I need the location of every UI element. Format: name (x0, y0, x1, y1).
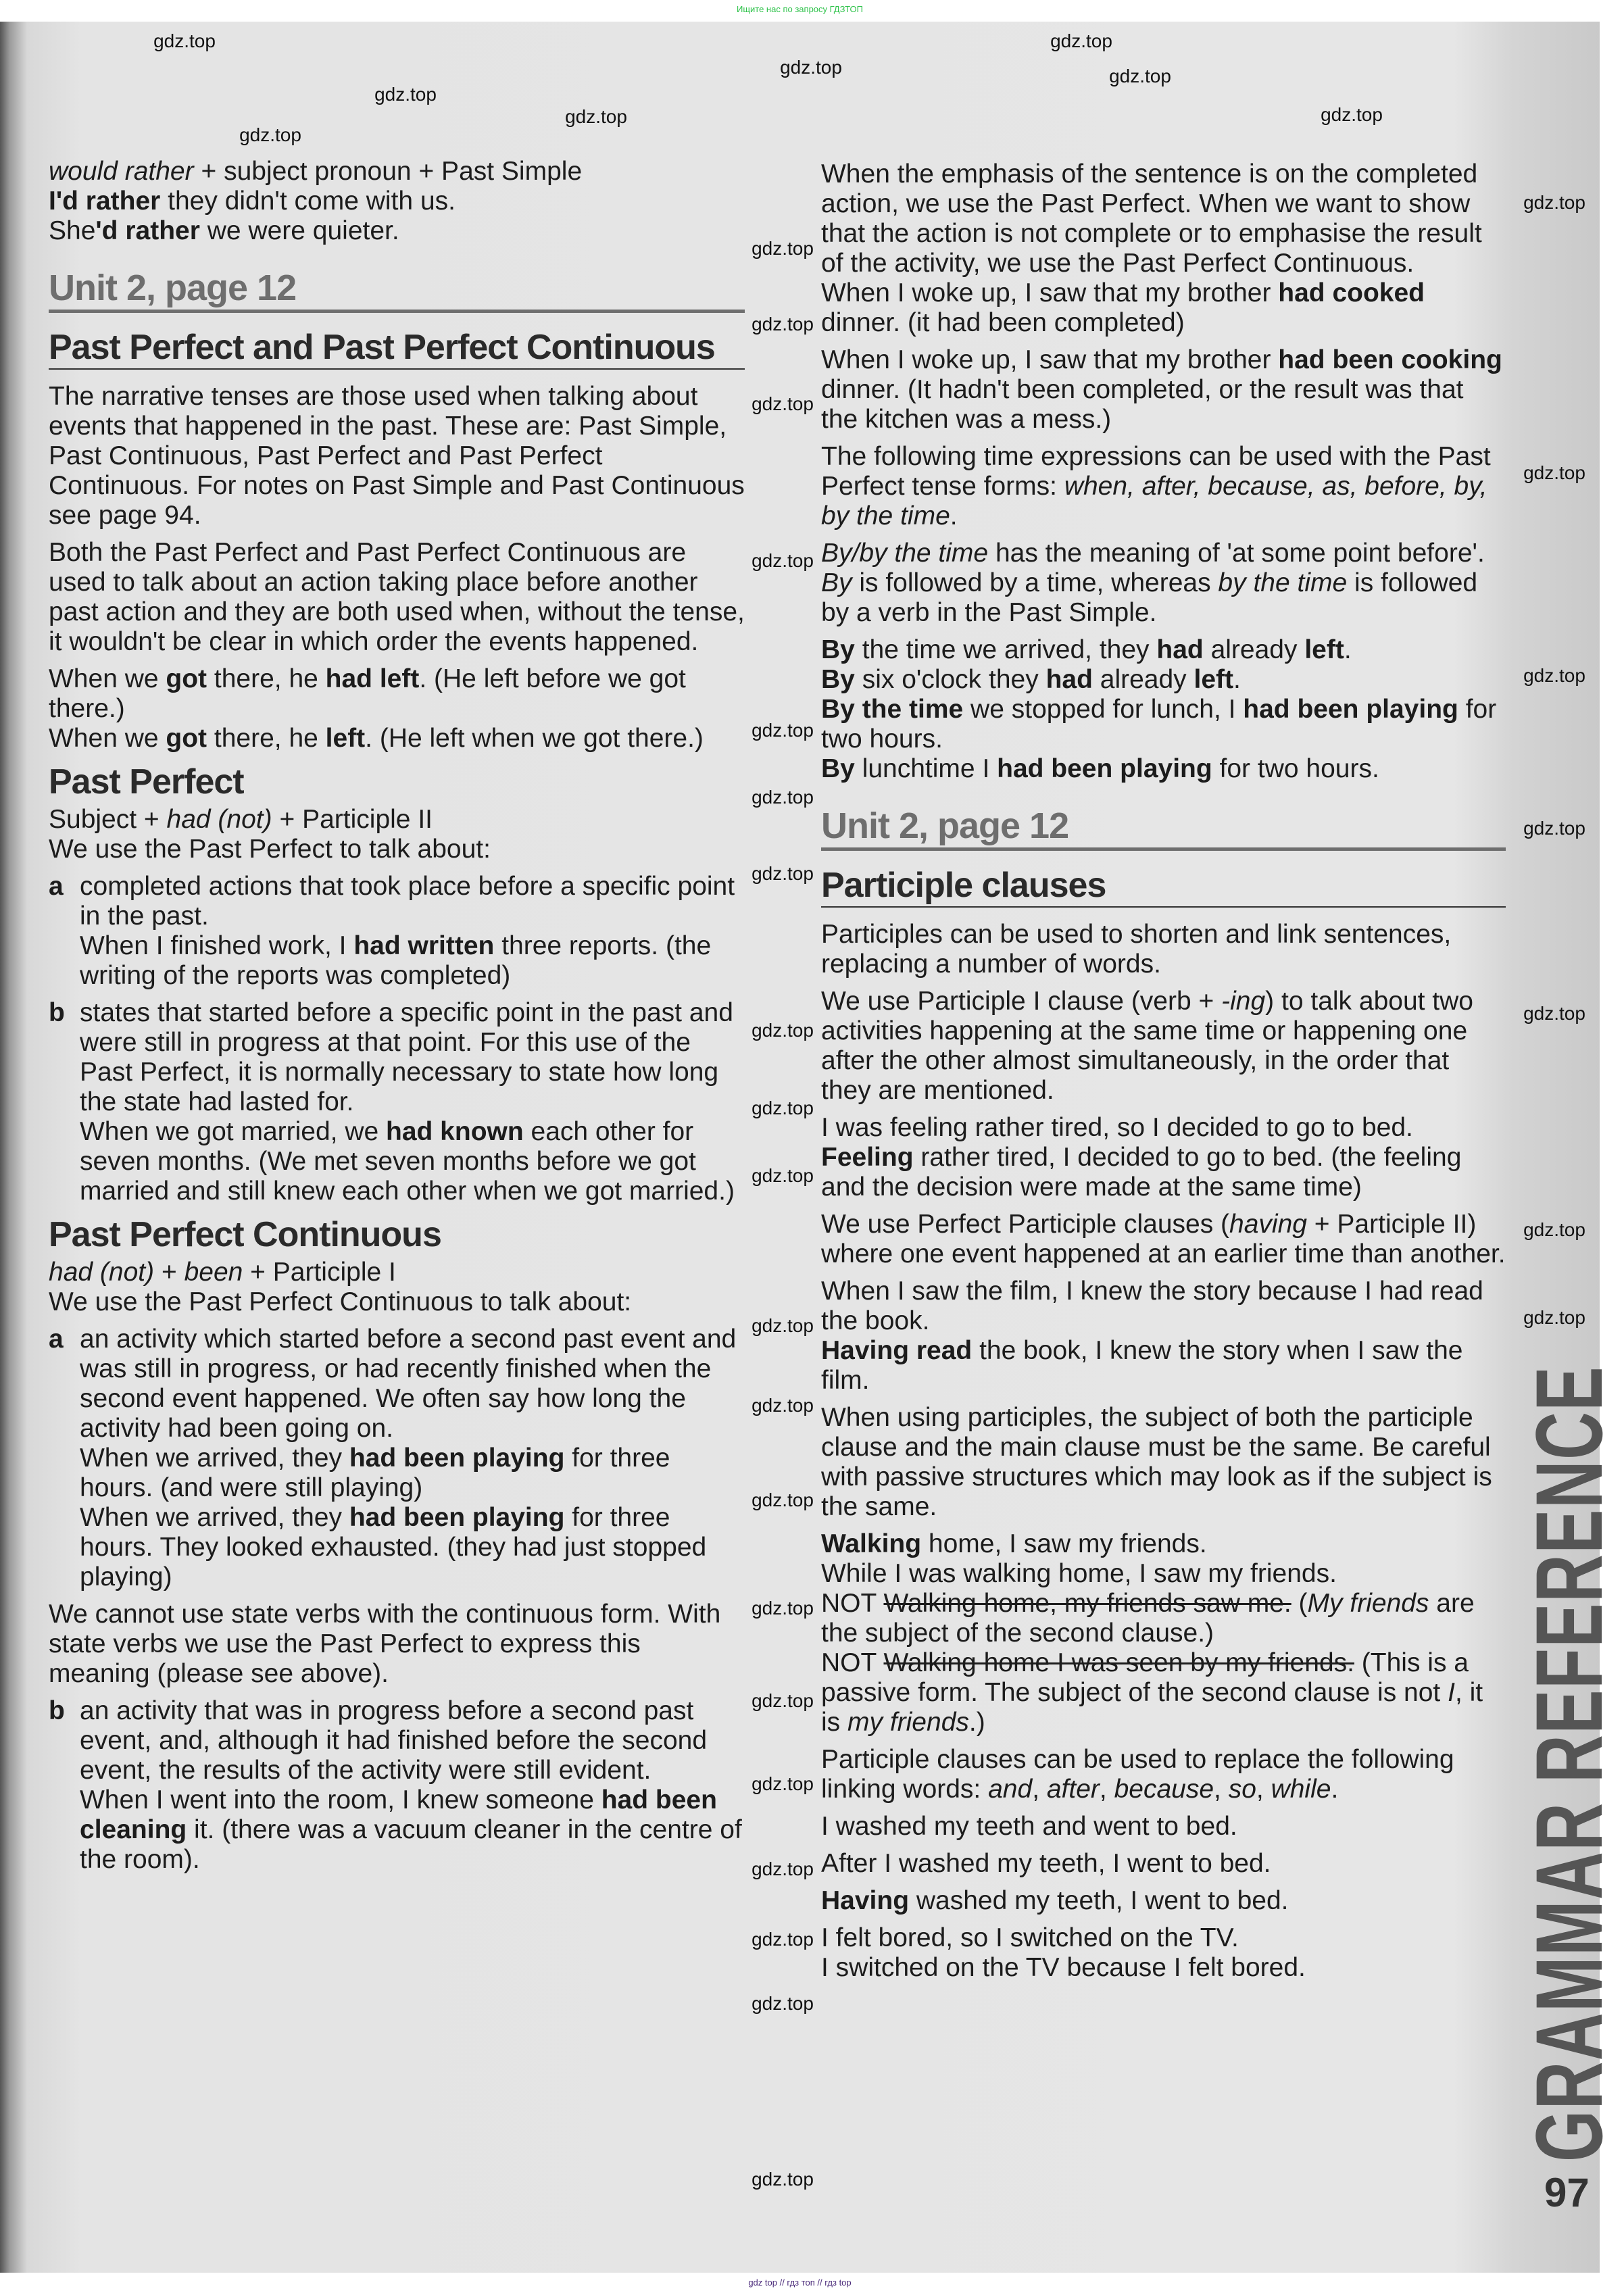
text: there, he (207, 724, 326, 753)
text: . (1344, 635, 1352, 664)
text: rather tired, I decided to go to bed. (the feeling and the decision were made at the same time) (821, 1143, 1462, 1202)
text: , (1214, 1775, 1229, 1804)
bold-text: got (166, 724, 207, 753)
bottom-banner (0, 2273, 1600, 2295)
text-line (80, 1503, 745, 1592)
paragraph (821, 1886, 1506, 1916)
bold-text: had written (353, 931, 495, 960)
text: for three hours. (and were still playing) (80, 1443, 670, 1502)
watermark-text: gdz.top (1523, 1307, 1585, 1328)
text: She (49, 216, 96, 245)
text-line (821, 1529, 1506, 1559)
italic-text: I (1448, 1678, 1455, 1707)
bold-text: By the time (821, 695, 964, 724)
italic-text: My friends (1307, 1589, 1429, 1618)
text-line (49, 724, 745, 754)
text: lunchtime I (854, 754, 998, 783)
text-line (821, 1812, 1506, 1842)
text-line (821, 442, 1506, 531)
paragraph (49, 157, 745, 246)
watermark-text: gdz.top (752, 1395, 814, 1416)
paragraph (821, 1529, 1506, 1737)
text-line (49, 805, 745, 835)
text: Participles can be used to shorten and link sentences, replacing a number of words. (821, 920, 1452, 979)
text-line (80, 1325, 745, 1443)
text-line (821, 920, 1506, 979)
watermark-text: gdz.top (374, 84, 437, 105)
text: home, I saw my friends. (921, 1529, 1207, 1558)
text: The following time expressions can be used with the Past Perfect tense forms: (821, 442, 1491, 501)
text: . (1331, 1775, 1339, 1804)
subsection-heading (49, 1214, 745, 1255)
section-title (49, 326, 745, 370)
bold-text: Walking (821, 1529, 922, 1558)
text: When we got married, we (80, 1117, 387, 1146)
paragraph (821, 1277, 1506, 1396)
text-line (821, 806, 1506, 846)
text: When we arrived, they (80, 1503, 349, 1532)
text-line (821, 1210, 1506, 1269)
text: . (He left before we got there.) (49, 664, 686, 723)
bold-text: By (821, 635, 855, 664)
text-line (49, 1258, 745, 1287)
list-item (49, 872, 745, 991)
italic-text: By (821, 568, 852, 597)
text-line (821, 1143, 1506, 1202)
text-line (80, 872, 745, 931)
bold-text: 'd rather (95, 216, 200, 245)
text-line (821, 695, 1506, 754)
text: We use Perfect Participle clauses ( (821, 1210, 1230, 1239)
text: (This is a passive form. The subject of the second clause is not (821, 1648, 1469, 1707)
text: + Participle II) where one event happened at an earlier time than another. (821, 1210, 1506, 1268)
side-tab-label: GRAMMAR REFERENCE (1516, 1365, 1622, 2163)
bold-text: left (325, 724, 366, 753)
item-letter: a (49, 1325, 64, 1354)
watermark-text: gdz.top (752, 1097, 814, 1118)
text-line (821, 1886, 1506, 1916)
text-line (49, 268, 745, 308)
paragraph (821, 442, 1506, 531)
text-line (821, 345, 1506, 435)
bold-text: Having read (821, 1336, 973, 1365)
watermark-text: gdz.top (752, 1165, 814, 1186)
text: Unit 2, page 12 (821, 806, 1069, 846)
text: each other for seven months. (We met seven months before we got married and still knew each other when we got married.) (80, 1117, 735, 1206)
text: NOT (821, 1589, 884, 1618)
text-line (821, 1113, 1506, 1143)
text: I was feeling rather tired, so I decided to go to bed. (821, 1113, 1413, 1142)
paragraph (49, 1258, 745, 1317)
bold-text: had been playing (1243, 695, 1458, 724)
text-line (821, 1403, 1506, 1522)
bold-text: had (1156, 635, 1204, 664)
watermark-text: gdz.top (752, 1598, 814, 1619)
text: they didn't come with us. (160, 187, 456, 216)
text: We cannot use state verbs with the continuous form. With state verbs we use the Past Perfect to express this meaning (please see above). (49, 1600, 721, 1688)
bottom-banner-text: gdz top // гдз топ // гдз top (748, 2277, 852, 2288)
text-line (49, 1600, 745, 1689)
watermark-text: gdz.top (1523, 818, 1585, 839)
text: When I woke up, I saw that my brother (821, 345, 1279, 374)
text: , (1099, 1775, 1114, 1804)
text-line (821, 1953, 1506, 1983)
struck-text: Walking home, my friends saw me. (883, 1589, 1291, 1618)
text-line (49, 538, 745, 657)
right-column (821, 159, 1506, 1990)
italic-text: after (1046, 1775, 1100, 1804)
text: Past Perfect Continuous (49, 1215, 441, 1254)
bold-text: had been cooking (1278, 345, 1502, 374)
watermark-text: gdz.top (752, 720, 814, 741)
text: After I washed my teeth, I went to bed. (821, 1849, 1271, 1878)
text: + Participle I (243, 1258, 396, 1287)
text-line (49, 762, 745, 802)
watermark-text: gdz.top (752, 1020, 814, 1041)
paragraph (821, 1210, 1506, 1269)
watermark-text: gdz.top (1523, 192, 1585, 213)
text: already (1203, 635, 1305, 664)
text-line (821, 159, 1506, 278)
text: . (1233, 665, 1241, 694)
text: I switched on the TV because I felt bored. (821, 1953, 1306, 1982)
text-line (80, 998, 745, 1117)
text-line (821, 1648, 1506, 1737)
text: for two hours. (1212, 754, 1379, 783)
text: When I saw the film, I knew the story because I had read the book. (821, 1277, 1483, 1335)
watermark-text: gdz.top (239, 124, 301, 145)
bold-text: had been playing (349, 1443, 565, 1473)
bold-text: had been cleaning (80, 1785, 717, 1844)
text-line (80, 1696, 745, 1785)
text: Participle clauses can be used to replace the following linking words: (821, 1745, 1454, 1804)
text: When using participles, the subject of both the participle clause and the main clause must be the same. Be careful with passive structures which may look as if the subject is the same. (821, 1403, 1492, 1521)
watermark-text: gdz.top (752, 314, 814, 335)
text-line (49, 157, 745, 187)
subsection-heading (49, 762, 745, 802)
text-line (821, 1589, 1506, 1648)
paragraph (821, 345, 1506, 435)
text-line (821, 987, 1506, 1106)
text-line (80, 1443, 745, 1503)
watermark-text: gdz.top (1109, 66, 1171, 87)
watermark-text: gdz.top (752, 1489, 814, 1510)
paragraph (821, 539, 1506, 628)
watermark-text: gdz.top (752, 863, 814, 884)
watermark-text: gdz.top (1523, 1219, 1585, 1240)
text: the time we arrived, they (854, 635, 1157, 664)
watermark-text: gdz.top (752, 1690, 814, 1711)
watermark-text: gdz.top (780, 57, 842, 78)
bold-text: By (821, 754, 855, 783)
text: are the subject of the second clause.) (821, 1589, 1475, 1648)
text-line (80, 1785, 745, 1875)
watermark-text: gdz.top (752, 1929, 814, 1950)
text-line (49, 835, 745, 864)
watermark-text: gdz.top (1523, 665, 1585, 686)
text-line (821, 1277, 1506, 1336)
italic-text: having (1229, 1210, 1307, 1239)
text: completed actions that took place before a specific point in the past. (80, 872, 735, 931)
text: I felt bored, so I switched on the TV. (821, 1923, 1239, 1952)
text: We use the Past Perfect Continuous to talk about: (49, 1287, 632, 1316)
text: .) (968, 1708, 985, 1737)
italic-text: by the time (1218, 568, 1348, 597)
text-line (821, 1559, 1506, 1589)
bold-text: had been playing (349, 1503, 565, 1532)
top-banner-text: Ищите нас по запросу ГДЗТОП (736, 4, 863, 14)
paragraph (821, 1403, 1506, 1522)
text: there, he (207, 664, 326, 693)
struck-text: Walking home I was seen by my friends. (883, 1648, 1354, 1677)
text: three reports. (the writing of the reports was completed) (80, 931, 712, 990)
text: ( (1291, 1589, 1308, 1618)
text: While I was walking home, I saw my friends. (821, 1559, 1337, 1588)
paragraph (821, 987, 1506, 1106)
bold-text: had left (325, 664, 420, 693)
item-letter: b (49, 1696, 65, 1725)
italic-text: -ing (1221, 987, 1266, 1016)
text: the book, I knew the story when I saw the film. (821, 1336, 1463, 1395)
text: has the meaning of 'at some point before'. (988, 539, 1485, 568)
text-line (821, 665, 1506, 695)
paragraph (821, 1849, 1506, 1879)
paragraph (821, 635, 1506, 784)
watermark-text: gdz.top (752, 238, 814, 259)
paragraph (821, 920, 1506, 979)
text-line (80, 1117, 745, 1206)
watermark-text: gdz.top (752, 1315, 814, 1336)
italic-text: been (184, 1258, 243, 1287)
text: , (1032, 1775, 1047, 1804)
bold-text: By (821, 665, 855, 694)
text: an activity which started before a second past event and was still in progress, or had recently finished when the second event happened. We often say how long the activity had been going on. (80, 1325, 737, 1443)
text: When we (49, 664, 166, 693)
text: for three hours. They looked exhausted. (they had just stopped playing) (80, 1503, 707, 1591)
text: I washed my teeth and went to bed. (821, 1812, 1237, 1841)
text: Participle clauses (821, 866, 1106, 905)
watermark-text: gdz.top (1050, 30, 1112, 51)
text-line (821, 278, 1506, 338)
text: we stopped for lunch, I (963, 695, 1244, 724)
paragraph (821, 1745, 1506, 1804)
text: When we arrived, they (80, 1443, 349, 1473)
bold-text: I'd rather (49, 187, 161, 216)
text: Past Perfect (49, 762, 244, 801)
paragraph (49, 805, 745, 864)
bold-text: got (166, 664, 207, 693)
text-line (80, 931, 745, 991)
unit-heading (49, 268, 745, 313)
text: already (1092, 665, 1194, 694)
left-column (49, 157, 745, 1882)
page-number: 97 (1544, 2170, 1590, 2215)
watermark-text: gdz.top (752, 1993, 814, 2014)
text-line (821, 1745, 1506, 1804)
text: We use the Past Perfect to talk about: (49, 835, 491, 864)
text: . (He left when we got there.) (365, 724, 704, 753)
text-line (821, 1849, 1506, 1879)
paragraph (821, 1923, 1506, 1983)
text: washed my teeth, I went to bed. (909, 1886, 1289, 1915)
italic-text: had (not) (49, 1258, 155, 1287)
watermark-text: gdz.top (565, 106, 627, 127)
text: NOT (821, 1648, 884, 1677)
section-title (821, 864, 1506, 908)
watermark-text: gdz.top (752, 1773, 814, 1794)
text: The narrative tenses are those used when talking about events that happened in the past. These are: Past Simple, Past Continuous, Past Perfect and Past Perfect Continuous. For notes on Past Simple and Past Continuous see page 94. (49, 382, 745, 530)
text: dinner. (It hadn't been completed, or the result was that the kitchen was a mess.) (821, 375, 1464, 434)
italic-text: had (not) (166, 805, 272, 834)
text: + Participle II (272, 805, 433, 834)
paragraph (821, 1113, 1506, 1202)
unit-heading (821, 806, 1506, 851)
text: + subject pronoun + Past Simple (193, 157, 583, 186)
text: , (1256, 1775, 1271, 1804)
list-item (49, 998, 745, 1206)
text-line (821, 754, 1506, 784)
watermark-text: gdz.top (752, 393, 814, 414)
text: . (950, 501, 958, 530)
paragraph (49, 664, 745, 754)
text: dinner. (it had been completed) (821, 308, 1185, 337)
text: is followed by a time, whereas (852, 568, 1219, 597)
paragraph (821, 159, 1506, 338)
watermark-text: gdz.top (1321, 104, 1383, 125)
list-item (49, 1696, 745, 1875)
paragraph (49, 538, 745, 657)
text-line (49, 187, 745, 216)
italic-text: when, after, because, as, before, by, by the time (821, 472, 1487, 530)
text-line (821, 1923, 1506, 1953)
text-line (821, 1336, 1506, 1396)
text-line (821, 539, 1506, 628)
text: we were quieter. (199, 216, 399, 245)
text-line (821, 635, 1506, 665)
text: it. (there was a vacuum cleaner in the centre of the room). (80, 1815, 742, 1874)
text: We use Participle I clause (verb + (821, 987, 1222, 1016)
text-line (821, 864, 1506, 906)
text: + (154, 1258, 184, 1287)
text: states that started before a specific point in the past and were still in progress at that point. For this use of the Past Perfect, it is normally necessary to state how long the state had lasted for. (80, 998, 733, 1116)
paragraph (49, 1600, 745, 1689)
italic-text: and (988, 1775, 1033, 1804)
italic-text: so (1228, 1775, 1256, 1804)
bold-text: left (1194, 665, 1234, 694)
text-line (49, 382, 745, 530)
bold-text: had (1045, 665, 1093, 694)
italic-text: my friends (847, 1708, 969, 1737)
watermark-text: gdz.top (752, 787, 814, 808)
paragraph (49, 382, 745, 530)
italic-text: would rather (49, 157, 194, 186)
item-letter: b (49, 998, 65, 1027)
text: When we (49, 724, 166, 753)
text: Unit 2, page 12 (49, 268, 297, 308)
watermark-text: gdz.top (153, 30, 216, 51)
bold-text: left (1304, 635, 1344, 664)
watermark-text: gdz.top (1523, 1003, 1585, 1024)
text: When the emphasis of the sentence is on the completed action, we use the Past Perfect. When we want to show that the action is not complete or to emphasise the result of the activity, we use the Past Perfect Continuous. (821, 159, 1482, 278)
bold-text: had known (386, 1117, 524, 1146)
text: an activity that was in progress before a second past event, and, although it had finished before the second event, the results of the activity were still evident. (80, 1696, 708, 1785)
text: When I finished work, I (80, 931, 354, 960)
italic-text: while (1271, 1775, 1331, 1804)
top-banner (0, 0, 1600, 22)
text: When I went into the room, I knew someone (80, 1785, 601, 1815)
text: Past Perfect and Past Perfect Continuous (49, 328, 715, 367)
watermark-text: gdz.top (752, 1858, 814, 1879)
italic-text: because (1114, 1775, 1214, 1804)
text-line (49, 1214, 745, 1255)
text-line (49, 1287, 745, 1317)
bold-text: Feeling (821, 1143, 914, 1172)
bold-text: had been playing (997, 754, 1212, 783)
watermark-text: gdz.top (752, 2169, 814, 2190)
bold-text: had cooked (1278, 278, 1425, 307)
list-item (49, 1325, 745, 1592)
bold-text: Having (821, 1886, 910, 1915)
watermark-text: gdz.top (752, 550, 814, 571)
text-line (49, 326, 745, 368)
watermark-text: gdz.top (1523, 462, 1585, 483)
text: Subject + (49, 805, 167, 834)
text: , it is (821, 1678, 1483, 1737)
text: ) to talk about two activities happening at the same time or happening one after the other almost simultaneously, in the order that they are mentioned. (821, 987, 1474, 1105)
text-line (49, 216, 745, 246)
paragraph (821, 1812, 1506, 1842)
text: for two hours. (821, 695, 1497, 754)
item-letter: a (49, 872, 64, 901)
text: When I woke up, I saw that my brother (821, 278, 1279, 307)
text: is followed by a verb in the Past Simple. (821, 568, 1478, 627)
italic-text: By/by the time (821, 539, 989, 568)
text-line (49, 664, 745, 724)
text: Both the Past Perfect and Past Perfect Continuous are used to talk about an action taking place before another past action and they are both used when, without the tense, it wouldn't be clear in which order the events happened. (49, 538, 745, 656)
text: six o'clock they (854, 665, 1046, 694)
